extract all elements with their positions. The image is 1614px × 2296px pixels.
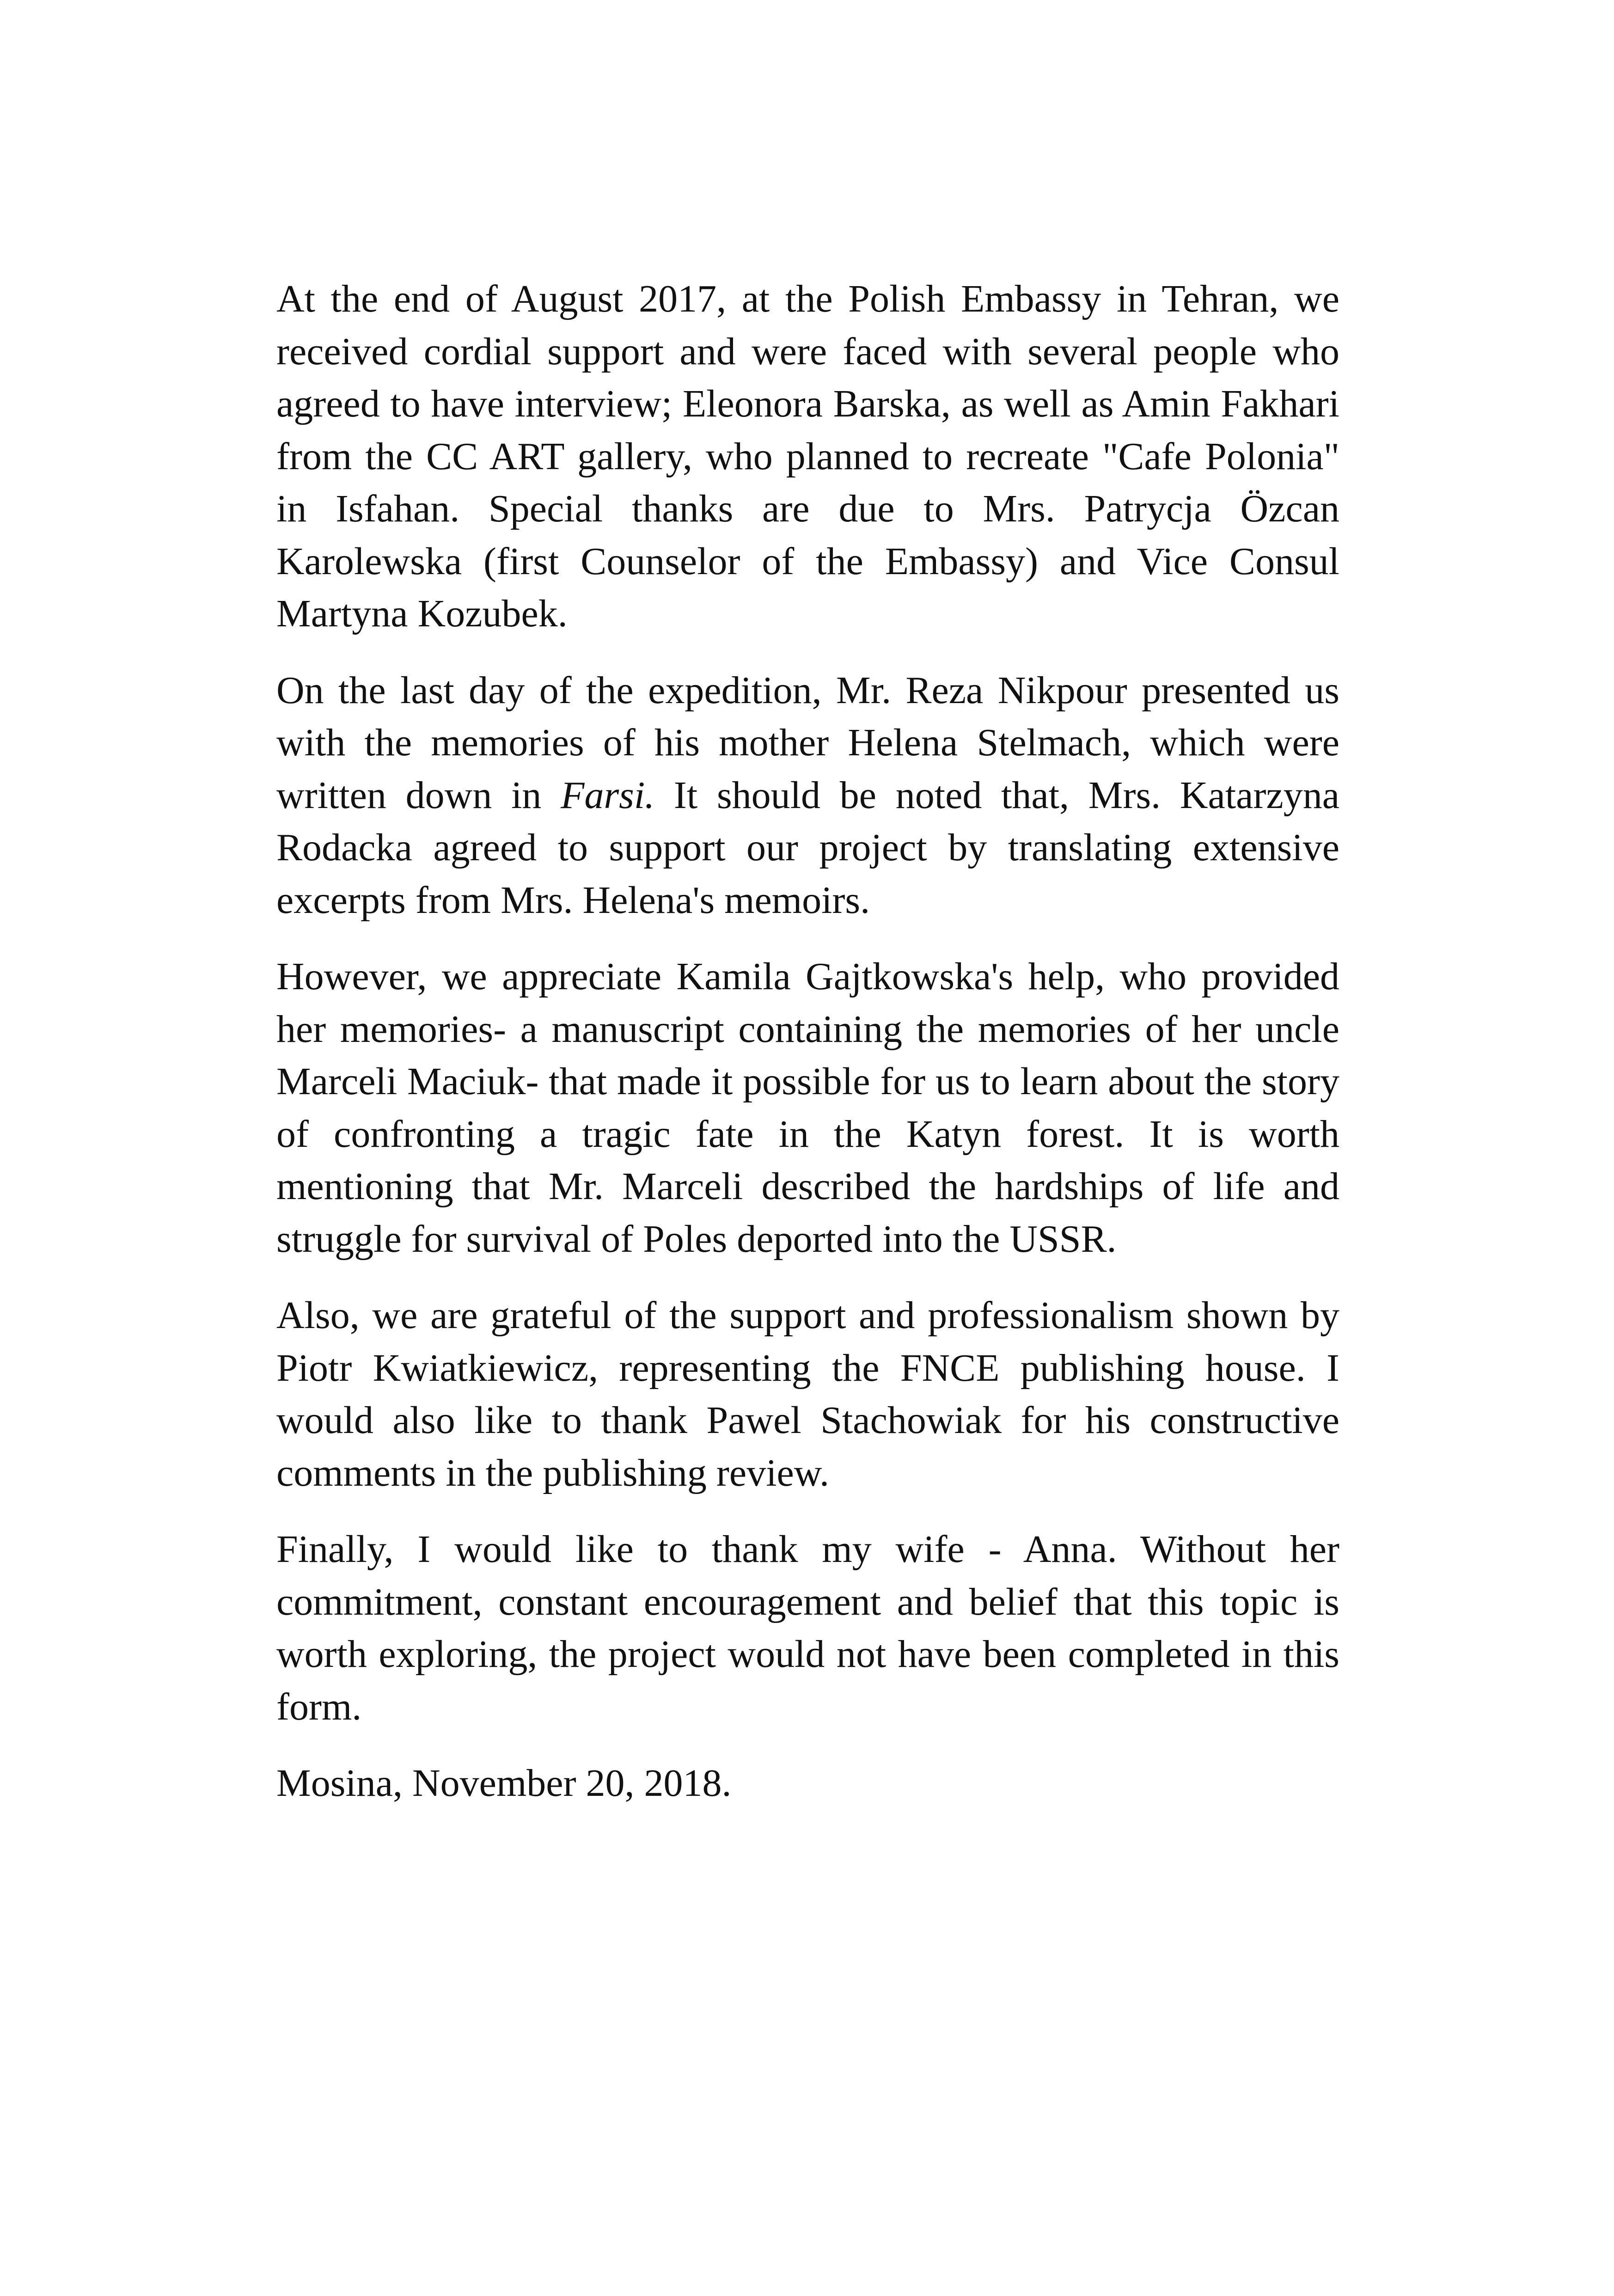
paragraph-gajtkowska: However, we appreciate Kamila Gajtkowska's help, who provided her memories- a manuscript containing the memories of her uncle Marceli Maciuk- that made it possible for us to learn about the story of confronting a tragic fate in the Katyn forest. It is worth mentioning that Mr. Marceli described the hardships of life and struggle for survival of Poles deported into the USSR.	[276, 955, 1339, 1261]
place-and-date-signoff: Mosina, November 20, 2018.	[276, 1762, 732, 1805]
farsi-italic-word: Farsi.	[561, 773, 655, 817]
acknowledgements-text	[276, 273, 1339, 1810]
paragraph-nikpour-text-start: On the last day of the expedition, Mr. Reza Nikpour presented us with the memories of his mother Helena Stelmach, which were written down in	[276, 668, 1339, 817]
paragraph-nikpour-text-end: It should be noted that, Mrs. Katarzyna Rodacka agreed to support our project by translating extensive excerpts from Mrs. Helena's memoirs.	[276, 773, 1339, 922]
paragraph-publishing: Also, we are grateful of the support and professionalism shown by Piotr Kwiatkiewicz, representing the FNCE publishing house. I would also like to thank Pawel Stachowiak for his constructive comments in the publishing review.	[276, 1294, 1339, 1494]
paragraph-nikpour-memories	[276, 664, 1339, 927]
paragraph-wife-thanks: Finally, I would like to thank my wife - Anna. Without her commitment, constant encouragement and belief that this topic is worth exploring, the project would not have been completed in this form.	[276, 1528, 1339, 1728]
paragraph-embassy: At the end of August 2017, at the Polish Embassy in Tehran, we received cordial support and were faced with several people who agreed to have interview; Eleonora Barska, as well as Amin Fakhari from the CC ART gallery, who planned to recreate "Cafe Polonia" in Isfahan. Special thanks are due to Mrs. Patrycja Özcan Karolewska (first Counselor of the Embassy) and Vice Consul Martyna Kozubek.	[276, 277, 1339, 635]
